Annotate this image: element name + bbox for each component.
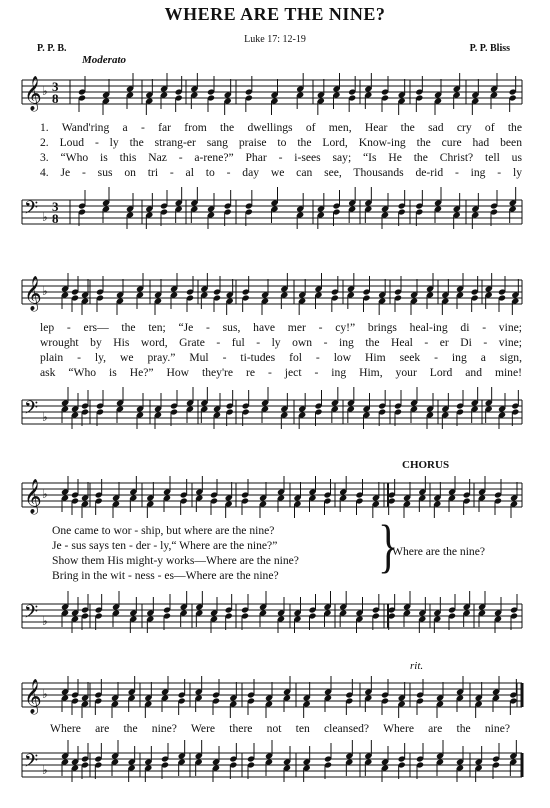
verse-4-line-b: ask “Who is He?” How they're re - ject - ing Him, your Lord and mine! <box>40 366 522 379</box>
time-signature-denominator: 8 <box>52 211 59 226</box>
verse-2-line-a: 2. Loud - ly the strang-er sang praise to the Lord, Know-ing the cure had been <box>40 136 522 149</box>
treble-clef-icon: 𝄞 <box>24 76 42 111</box>
verse-brace: } <box>378 515 399 580</box>
key-signature-flat-icon: ♭ <box>42 84 48 98</box>
treble-clef-icon: 𝄞 <box>24 276 42 311</box>
key-signature-flat-icon: ♭ <box>42 284 48 298</box>
system-4-treble-staff <box>0 675 550 715</box>
system-2-bass-staff <box>0 392 550 432</box>
words-credit: P. P. B. <box>37 43 67 54</box>
key-signature-flat-icon: ♭ <box>42 687 48 701</box>
verse-1-line-b: lep - ers— the ten; “Je - sus, have mer - cy!” brings heal-ing di - vine; <box>40 321 522 334</box>
chorus-line: Where are the nine? Were there not ten cleansed? Where are the nine? <box>50 722 510 735</box>
verse-4-line-a: 4. Je - sus on tri - al to - day we can see, Thousands de-rid - ing - ly <box>40 166 522 179</box>
system-1-bass-staff <box>0 192 550 232</box>
system-3-treble-staff <box>0 475 550 515</box>
system-4-bass-staff <box>0 745 550 785</box>
rit-marking: rit. <box>410 660 424 672</box>
verse-3-line-c: Show them His might-y works—Where are the nine? <box>52 554 299 567</box>
verse-3-line-a: 3. “Who is this Naz - a-rene?” Phar - i-sees say; “Is He the Christ? tell us <box>40 151 522 164</box>
verse-3-line-b: plain - ly, we pray.” Mul - ti-tudes fol - low Him seek - ing a sign, <box>40 351 522 364</box>
verse-1-line-c: One came to wor - ship, but where are the nine? <box>52 524 275 537</box>
key-signature-flat-icon: ♭ <box>42 614 48 628</box>
treble-clef-icon: 𝄞 <box>24 479 42 514</box>
bass-clef-icon: 𝄢 <box>24 398 39 423</box>
verse-1-line-a: 1. Wand'ring a - far from the dwellings of men, Hear the sad cry of the <box>40 121 522 134</box>
time-signature-numerator: 3 <box>52 79 59 94</box>
chorus-label: CHORUS <box>402 459 450 471</box>
time-signature-denominator: 8 <box>52 91 59 106</box>
scripture-reference: Luke 17: 12-19 <box>244 34 306 45</box>
verse-2-line-c: Je - sus says ten - der - ly,“ Where are the nine?” <box>52 539 278 552</box>
chorus-refrain: Where are the nine? <box>392 545 486 558</box>
bass-clef-icon: 𝄢 <box>24 602 39 627</box>
verse-2-line-b: wrought by His word, Grate - ful - ly own - ing the Heal - er Di - vine; <box>40 336 522 349</box>
system-3-bass-staff <box>0 596 550 636</box>
key-signature-flat-icon: ♭ <box>42 763 48 777</box>
system-2-treble-staff <box>0 272 550 312</box>
bass-clef-icon: 𝄢 <box>24 751 39 776</box>
key-signature-flat-icon: ♭ <box>42 210 48 224</box>
verse-4-line-c: Bring in the wit - ness - es—Where are the nine? <box>52 569 279 582</box>
bass-clef-icon: 𝄢 <box>24 198 39 223</box>
hymn-title: WHERE ARE THE NINE? <box>164 4 386 24</box>
time-signature-numerator: 3 <box>52 199 59 214</box>
system-1-treble-staff <box>0 72 550 112</box>
music-credit: P. P. Bliss <box>469 43 510 54</box>
key-signature-flat-icon: ♭ <box>42 410 48 424</box>
treble-clef-icon: 𝄞 <box>24 679 42 714</box>
key-signature-flat-icon: ♭ <box>42 487 48 501</box>
tempo-marking: Moderato <box>82 54 126 66</box>
